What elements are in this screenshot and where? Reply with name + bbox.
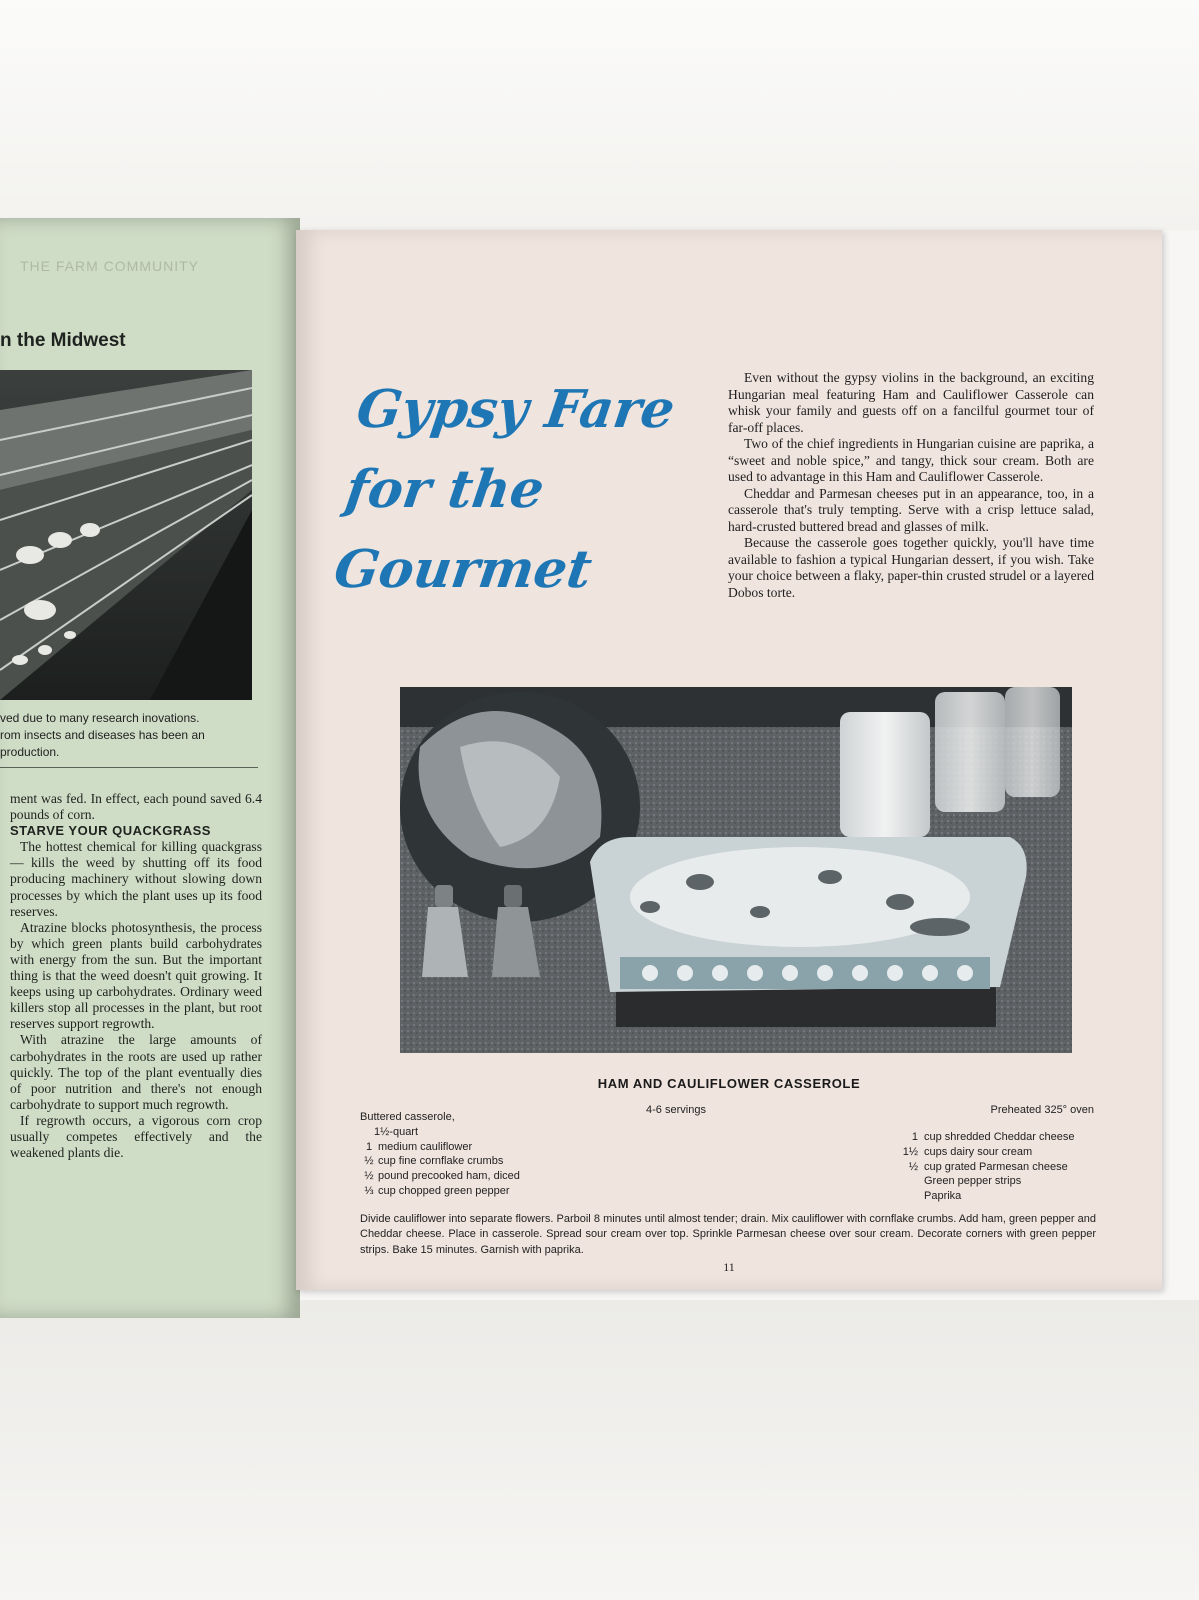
ingredient-row: 1½ cups dairy sour cream <box>902 1145 1033 1158</box>
ingredient-row: ½ cup grated Parmesan cheese <box>908 1160 1068 1173</box>
caption-divider <box>0 767 258 768</box>
right-page <box>296 230 1162 1290</box>
background-bottom <box>0 1300 1199 1600</box>
ingredient-row: ⅓ cup chopped green pepper <box>364 1184 510 1197</box>
recipe-directions: Divide cauliflower into separate flowers. Parboil 8 minutes until almost tender; drain. Mix cauliflower with cornflake crumbs. Add ham, green pepper and Cheddar cheese. Place in casserole. Spread sour cream over top. Sprinkle Parmesan cheese over sour cream. Decorate corners with green pepper strips. Bake 15 minutes. Garnish with paprika. <box>360 1213 1096 1256</box>
ingredient-row: ½ cup fine cornflake crumbs <box>364 1155 504 1168</box>
casserole-photo <box>400 687 1072 1053</box>
background-top <box>0 0 1199 230</box>
left-page-faded-header: THE FARM COMMUNITY <box>20 258 199 274</box>
left-page-heading: n the Midwest <box>0 330 126 351</box>
title-line: Gypsy Fare <box>353 379 679 440</box>
paragraph: Because the casserole goes together quickly, you'll have time available to fashion a typical Hungarian dessert, if you wish. Take your choice between a flaky, paper-thin crusted strudel or a layered Dobos torte. <box>728 535 1094 600</box>
section-subhead: STARVE YOUR QUACKGRASS <box>10 823 211 839</box>
ingredient-row: Paprika <box>924 1190 962 1203</box>
title-line: for the <box>341 459 548 520</box>
page-number: 11 <box>723 1260 735 1274</box>
paragraph: ment was fed. In effect, each pound saved 6.4 pounds of corn. <box>10 791 262 823</box>
ingredient-row: 1 cup shredded Cheddar cheese <box>911 1131 1075 1143</box>
ingredients-right <box>896 1130 1106 1204</box>
title-line: Gourmet <box>330 539 596 600</box>
paragraph: If regrowth occurs, a vigorous corn crop usually competes effectively and the weakened plants die. <box>10 1112 262 1161</box>
ingredient-row: Buttered casserole, <box>360 1111 455 1123</box>
recipe-servings: 4-6 servings <box>646 1104 706 1116</box>
paragraph: Even without the gypsy violins in the background, an exciting Hungarian meal featuring Ham and Cauliflower Casserole can whisk your family and guests off on a fancilful gourmet tour of far-off places. <box>728 370 1094 435</box>
paragraph: Two of the chief ingredients in Hungarian cuisine are paprika, a “sweet and noble spice,” and tangy, thick sour cream. Both are used to advantage in this Ham and Cauliflower Casserole. <box>728 436 1094 484</box>
ingredient-row: 1½-quart <box>374 1125 419 1138</box>
left-page-article-text <box>10 791 262 1161</box>
recipe-title: HAM AND CAULIFLOWER CASSEROLE <box>597 1076 861 1091</box>
intro-text <box>728 370 1094 601</box>
ingredient-row: ½ pound precooked ham, diced <box>364 1170 520 1183</box>
paragraph: Cheddar and Parmesan cheeses put in an appearance, too, in a casserole that's truly tempting. Serve with a crisp lettuce salad, hard-crusted buttered bread and glasses of milk. <box>728 485 1094 534</box>
recipe-oven-temp: Preheated 325° oven <box>990 1104 1094 1116</box>
left-photo-caption: ved due to many research inovations. rom insects and diseases has been an production. <box>0 711 205 759</box>
ingredient-row: 1 medium cauliflower <box>365 1140 473 1153</box>
paragraph: The hottest chemical for killing quackgrass — kills the weed by shutting off its food producing machinery without slowing down processes by which the plant uses up its food reserves. <box>10 839 262 919</box>
ingredients-left <box>360 1110 620 1199</box>
ingredient-row: Green pepper strips <box>924 1175 1022 1188</box>
page-title <box>329 370 683 610</box>
paragraph: With atrazine the large amounts of carbohydrates in the roots are used up rather quickly. The top of the plant eventually dies of poor nutrition and there's not enough carbohydrate to support much regrowth. <box>10 1032 262 1112</box>
paragraph: Atrazine blocks photosynthesis, the process by which green plants build carbohydrates with energy from the sun. But the important thing is that the weed doesn't quit growing. It keeps using up carbohydrates. Ordinary weed killers stop all processes in the plant, but root reserves support regrowth. <box>10 919 262 1032</box>
poultry-house-photo <box>0 370 252 700</box>
left-page <box>0 218 300 1318</box>
